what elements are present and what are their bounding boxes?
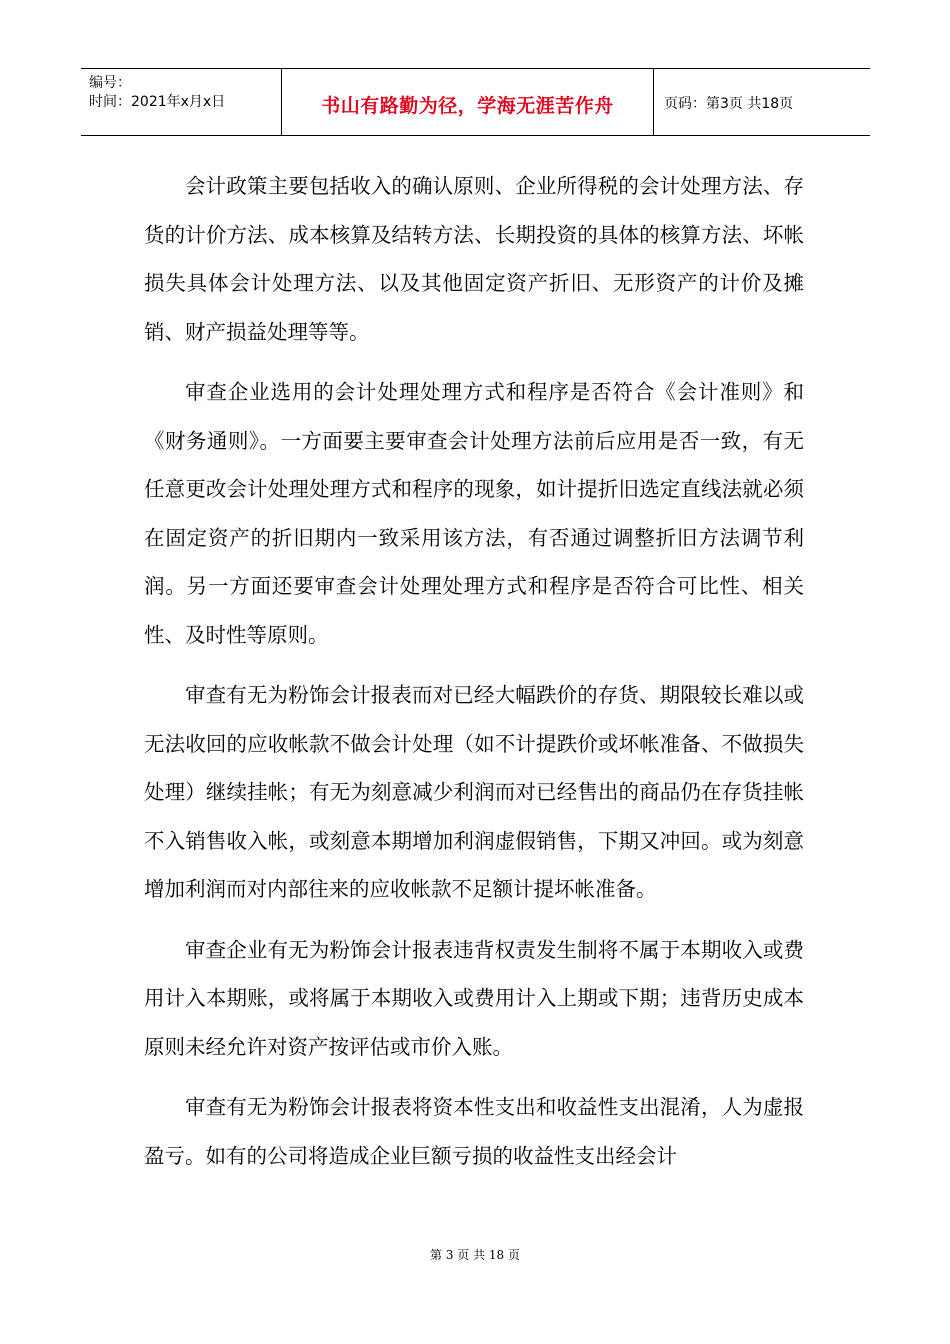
paragraph: 审查有无为粉饰会计报表将资本性支出和收益性支出混淆，人为虚报盈亏。如有的公司将造成企业巨额亏损的收益性支出经会计 xyxy=(144,1095,804,1168)
document-body xyxy=(144,162,804,1180)
header-meta xyxy=(81,69,282,135)
paragraph: 审查企业选用的会计处理处理方式和程序是否符合《会计准则》和《财务通则》。一方面要主要审查会计处理方法前后应用是否一致，有无任意更改会计处理处理方式和程序的现象，如计提折旧选定直线法就必须在固定资产的折旧期内一致采用该方法，有否通过调整折旧方法调节利润。另一方面还要审查会计处理处理方式和程序是否符合可比性、相关性、及时性等原则。 xyxy=(144,380,804,647)
header-page-info: 页码：第3页 共18页 xyxy=(664,96,794,112)
document-number-label: 编号： xyxy=(89,75,131,91)
document-time-label: 时间：2021年x月x日 xyxy=(89,94,226,110)
paragraph: 审查企业有无为粉饰会计报表违背权责发生制将不属于本期收入或费用计入本期账，或将属于本期收入或费用计入上期或下期；违背历史成本原则未经允许对资产按评估或市价入账。 xyxy=(144,937,804,1059)
paragraph: 会计政策主要包括收入的确认原则、企业所得税的会计处理方法、存货的计价方法、成本核算及结转方法、长期投资的具体的核算方法、坏帐损失具体会计处理方法、以及其他固定资产折旧、无形资产的计价及摊销、财产损益处理等等。 xyxy=(144,174,804,344)
page-header xyxy=(81,68,870,136)
header-motto: 书山有路勤为径，学海无涯苦作舟 xyxy=(282,69,654,135)
page-footer: 第 3 页 共 18 页 xyxy=(430,1248,520,1262)
paragraph: 审查有无为粉饰会计报表而对已经大幅跌价的存货、期限较长难以或无法收回的应收帐款不做会计处理（如不计提跌价或坏帐准备、不做损失处理）继续挂帐；有无为刻意减少利润而对已经售出的商品仍在存货挂帐不入销售收入帐，或刻意本期增加利润虚假销售，下期又冲回。或为刻意增加利润而对内部往来的应收帐款不足额计提坏帐准备。 xyxy=(144,683,804,901)
